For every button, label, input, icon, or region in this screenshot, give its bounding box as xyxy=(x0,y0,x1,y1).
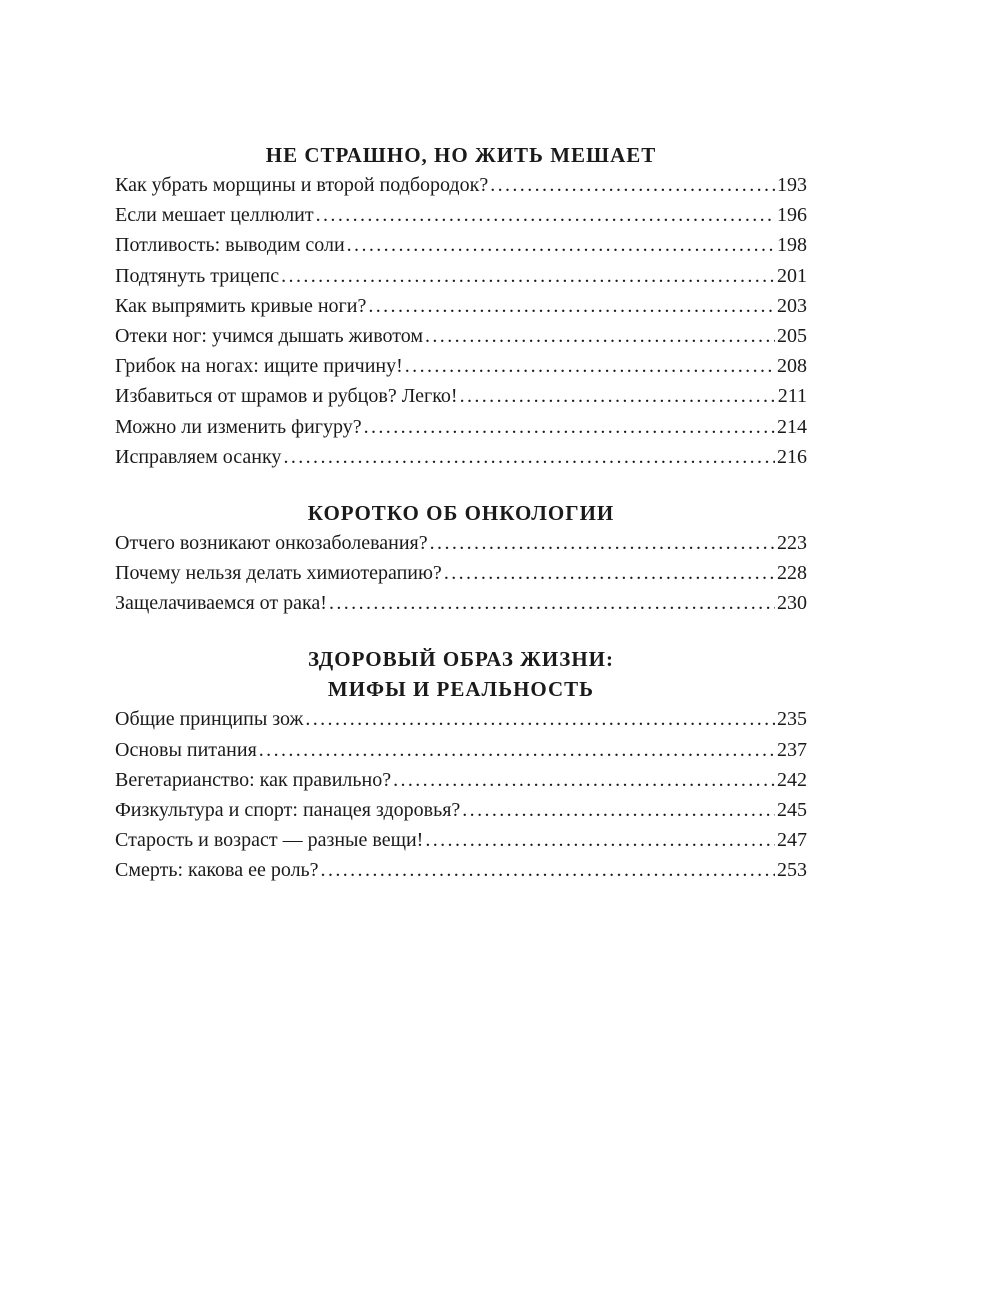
toc-entry-title: Грибок на ногах: ищите причину! xyxy=(115,355,403,378)
toc-entry[interactable] xyxy=(115,412,807,442)
toc-entry-title: Защелачиваемся от рака! xyxy=(115,592,327,615)
toc-entry-title: Как выпрямить кривые ноги? xyxy=(115,294,367,317)
toc-entry-title: Можно ли изменить фигуру? xyxy=(115,415,362,438)
toc-entry-title: Избавиться от шрамов и рубцов? Легко! xyxy=(115,385,458,408)
dot-leader xyxy=(405,351,775,381)
toc-section xyxy=(115,140,807,472)
toc-entry-page: 247 xyxy=(777,829,807,852)
dot-leader xyxy=(329,588,775,618)
toc-entry-title: Если мешает целлюлит xyxy=(115,204,314,227)
toc-entry[interactable] xyxy=(115,704,807,734)
toc-entry[interactable] xyxy=(115,321,807,351)
toc-entry-page: 230 xyxy=(777,592,807,615)
toc-entry-title: Почему нельзя делать химиотерапию? xyxy=(115,562,442,585)
toc-entry-page: 237 xyxy=(777,738,807,761)
toc-entry-page: 205 xyxy=(777,324,807,347)
dot-leader xyxy=(364,412,775,442)
toc-entry[interactable] xyxy=(115,351,807,381)
toc-entry-page: 198 xyxy=(777,234,807,257)
toc-entry-title: Физкультура и спорт: панацея здоровья? xyxy=(115,799,461,821)
toc-entry[interactable] xyxy=(115,528,807,558)
toc-entry[interactable] xyxy=(115,261,807,291)
dot-leader xyxy=(425,825,775,855)
toc-entry[interactable] xyxy=(115,588,807,618)
dot-leader xyxy=(259,735,775,765)
toc-entry-list xyxy=(115,170,807,472)
toc-entry-page: 203 xyxy=(777,294,807,317)
dot-leader xyxy=(430,528,775,558)
toc-entry-page: 193 xyxy=(777,174,807,196)
toc-entry-page: 211 xyxy=(777,385,807,408)
dot-leader xyxy=(425,321,775,351)
section-heading-line: ЗДОРОВЫЙ ОБРАЗ ЖИЗНИ: xyxy=(307,647,615,672)
toc-entry-page: 235 xyxy=(777,708,807,731)
toc-entry[interactable] xyxy=(115,442,807,472)
toc-entry[interactable] xyxy=(115,795,807,825)
section-heading xyxy=(115,644,807,704)
toc-entry-page: 216 xyxy=(777,445,807,468)
toc-entry-title: Вегетарианство: как правильно? xyxy=(115,768,392,791)
section-heading xyxy=(115,498,807,528)
toc-entry[interactable] xyxy=(115,291,807,321)
toc-entry[interactable] xyxy=(115,170,807,200)
toc-section xyxy=(115,644,807,885)
toc-entry-title: Подтянуть трицепс xyxy=(115,264,280,287)
dot-leader xyxy=(305,704,775,734)
toc-entry-title: Общие принципы зож xyxy=(115,708,304,731)
dot-leader xyxy=(321,855,775,885)
toc-entry-title: Старость и возраст — разные вещи! xyxy=(115,829,424,852)
toc-entry[interactable] xyxy=(115,855,807,885)
toc-entry[interactable] xyxy=(115,735,807,765)
toc-entry-page: 201 xyxy=(777,264,807,287)
dot-leader xyxy=(281,261,775,291)
section-heading-line: КОРОТКО ОБ ОНКОЛОГИИ xyxy=(307,500,615,525)
toc-entry-page: 253 xyxy=(777,859,807,882)
toc-entry-title: Основы питания xyxy=(115,738,257,761)
toc-entry[interactable] xyxy=(115,230,807,260)
toc-section xyxy=(115,498,807,619)
toc-entry-page: 214 xyxy=(777,415,807,438)
dot-leader xyxy=(283,442,775,472)
toc-entry-page: 228 xyxy=(777,562,807,585)
dot-leader xyxy=(460,381,776,411)
dot-leader xyxy=(393,765,775,795)
toc-entry-title: Как убрать морщины и второй подбородок? xyxy=(115,174,489,196)
toc-entry[interactable] xyxy=(115,381,807,411)
toc-entry-list xyxy=(115,528,807,619)
toc-entry-page: 242 xyxy=(777,768,807,791)
dot-leader xyxy=(368,291,775,321)
section-heading-line: МИФЫ И РЕАЛЬНОСТЬ xyxy=(327,677,595,702)
toc-entry-title: Потливость: выводим соли xyxy=(115,234,345,257)
toc-entry[interactable] xyxy=(115,825,807,855)
toc-entry[interactable] xyxy=(115,558,807,588)
toc-entry[interactable] xyxy=(115,200,807,230)
toc-entry-list xyxy=(115,704,807,885)
dot-leader xyxy=(347,230,775,260)
toc-entry-page: 245 xyxy=(777,799,807,821)
dot-leader xyxy=(444,558,775,588)
table-of-contents xyxy=(115,140,807,886)
toc-entry-title: Отеки ног: учимся дышать животом xyxy=(115,324,423,347)
toc-entry[interactable] xyxy=(115,765,807,795)
toc-entry-page: 223 xyxy=(777,531,807,554)
section-heading xyxy=(115,140,807,170)
toc-entry-page: 196 xyxy=(777,204,807,227)
toc-entry-title: Исправляем осанку xyxy=(115,445,282,468)
toc-entry-title: Смерть: какова ее роль? xyxy=(115,859,319,882)
toc-entry-title: Отчего возникают онкозаболевания? xyxy=(115,531,428,554)
dot-leader xyxy=(462,795,775,825)
dot-leader xyxy=(490,170,775,200)
toc-entry-page: 208 xyxy=(777,355,807,378)
dot-leader xyxy=(316,200,775,230)
section-heading-line: НЕ СТРАШНО, НО ЖИТЬ МЕШАЕТ xyxy=(265,143,657,167)
